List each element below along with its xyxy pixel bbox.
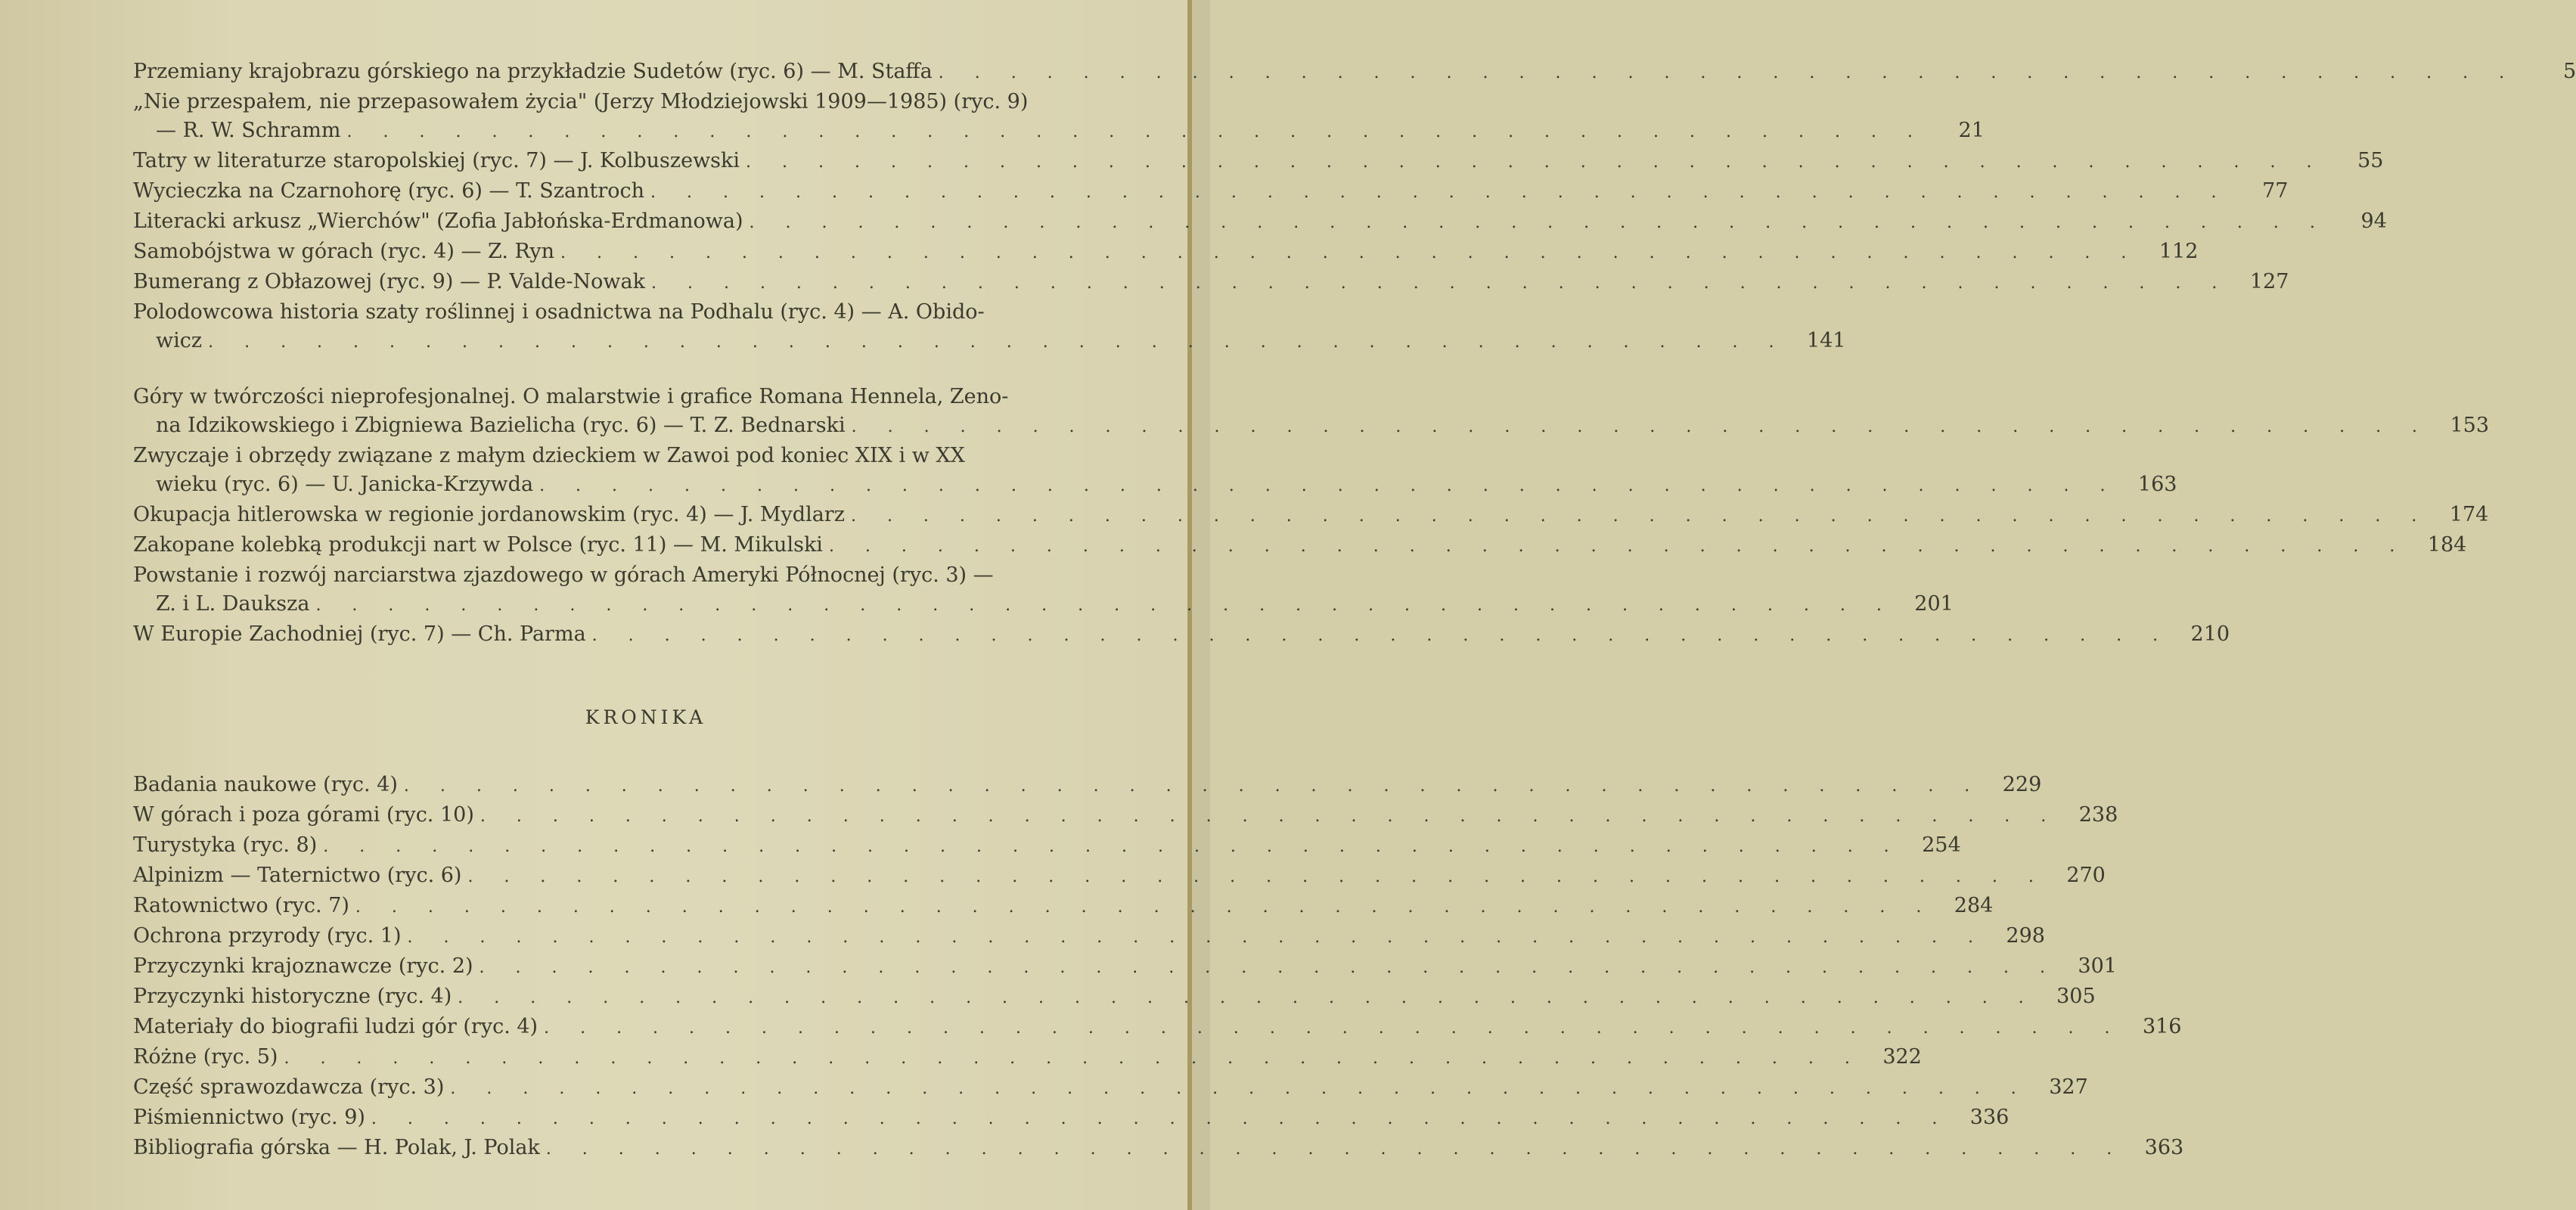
dot-leader: . . . . . . . . . . . . . . . . . . . . . . . . . . . . . . . . . . . . . . . . . . . . <box>591 626 2171 645</box>
toc-entry-line <box>133 268 2289 298</box>
toc-entry-line <box>133 116 1985 147</box>
page-number: 5 <box>2562 60 2576 83</box>
toc-entry <box>133 207 2387 237</box>
toc-entry-title: Zwyczaje i obrzędy związane z małym dzieckiem w Zawoi pod koniec XIX i w XX <box>133 444 965 467</box>
toc-entry <box>133 1073 2088 1103</box>
page-number: 238 <box>2078 803 2118 827</box>
toc-entry <box>133 88 1985 147</box>
toc-entry-title: Bibliografia górska — H. Polak, J. Polak <box>133 1136 540 1159</box>
toc-entry-title: Zakopane kolebką produkcji nart w Polsce (ryc. 11) — M. Mikulski <box>133 533 823 557</box>
toc-entry-title: Polodowcowa historia szaty roślinnej i osadnictwa na Podhalu (ryc. 4) — A. Obido- <box>133 300 985 324</box>
toc-entry-line <box>133 1073 2088 1103</box>
dot-leader: . . . . . . . . . . . . . . . . . . . . . . . . . . . . . . . . . . . . . . . . . . . . <box>851 417 2431 436</box>
toc-entry <box>133 298 1846 357</box>
toc-entry-line <box>133 411 2490 442</box>
page-number: 254 <box>1922 833 1961 857</box>
page-number: 284 <box>1954 894 1994 917</box>
dot-leader: . . . . . . . . . . . . . . . . . . . . . . . . . . . . . . . . . . . . . . . . . . . . <box>450 1079 2029 1098</box>
toc-entry-line <box>133 771 2042 801</box>
toc-entry-title: Z. i L. Dauksza <box>156 592 310 616</box>
page-number: 77 <box>2262 179 2289 203</box>
toc-entry <box>133 922 2045 952</box>
toc-entry <box>133 801 2118 831</box>
toc-entry-title: Literacki arkusz „Wierchów" (Zofia Jabłońska-Erdmanowa) <box>133 209 743 233</box>
toc-entry-line <box>133 561 1113 590</box>
dot-leader: . . . . . . . . . . . . . . . . . . . . . . . . . . . . . . . . . . . . . . . . . . . . <box>208 333 1787 352</box>
toc-entry-title: Tatry w literaturze staropolskiej (ryc. 7) — J. Kolbuszewski <box>133 149 740 172</box>
toc-entry-title: Wycieczka na Czarnohorę (ryc. 6) — T. Szantroch <box>133 179 645 203</box>
toc-entry-line <box>133 207 2387 237</box>
toc-entry <box>133 1013 2182 1043</box>
toc-entry-title: Część sprawozdawcza (ryc. 3) <box>133 1075 445 1099</box>
toc-entry-title: wieku (ryc. 6) — U. Janicka-Krzywda <box>156 473 534 496</box>
toc-entry-title: na Idzikowskiego i Zbigniewa Bazielicha (ryc. 6) — T. Z. Bednarski <box>156 414 846 437</box>
toc-entry-line <box>133 147 2384 177</box>
toc-entry <box>133 892 1994 922</box>
dot-leader: . . . . . . . . . . . . . . . . . . . . . . . . . . . . . . . . . . . . . . . . . . . . <box>650 183 2230 202</box>
toc-entry-line <box>133 57 2576 88</box>
dot-leader: . . . . . . . . . . . . . . . . . . . . . . . . . . . . . . . . . . . . . . . . . . . . <box>560 244 2140 262</box>
toc-entry-title: Turystyka (ryc. 8) <box>133 833 318 857</box>
toc-entry-line <box>133 1043 1922 1073</box>
dot-leader: . . . . . . . . . . . . . . . . . . . . . . . . . . . . . . . . . . . . . . . . . . . . <box>650 274 2230 293</box>
page-number: 363 <box>2144 1136 2184 1159</box>
toc-entry-line <box>133 237 2199 268</box>
dot-leader: . . . . . . . . . . . . . . . . . . . . . . . . . . . . . . . . . . . . . . . . . . . . <box>749 213 2328 232</box>
page-number: 298 <box>2006 924 2045 948</box>
toc-entry <box>133 620 2230 650</box>
dot-leader: . . . . . . . . . . . . . . . . . . . . . . . . . . . . . . . . . . . . . . . . . . . . <box>850 507 2430 526</box>
page-number: 141 <box>1806 329 1846 352</box>
toc-entry-line <box>133 88 1113 116</box>
toc-entry-line <box>133 952 2117 982</box>
toc-entry-title: Ochrona przyrody (ryc. 1) <box>133 924 402 948</box>
toc-entry-title: wicz <box>156 329 203 352</box>
section-title-kronika: KRONIKA <box>585 706 707 728</box>
page-number: 336 <box>1969 1106 2010 1129</box>
page-number: 210 <box>2190 622 2230 646</box>
dot-leader: . . . . . . . . . . . . . . . . . . . . . . . . . . . . . . . . . . . . . . . . . . . . <box>467 867 2047 886</box>
page-number: 327 <box>2049 1075 2088 1099</box>
toc-entry-title: Góry w twórczości nieprofesjonalnej. O malarstwie i grafice Romana Hennela, Zeno- <box>133 385 1009 408</box>
toc-entry-title: Piśmiennictwo (ryc. 9) <box>133 1106 365 1129</box>
toc-entry <box>133 268 2289 298</box>
toc-entry-line <box>133 470 2177 501</box>
toc-entry-title: W górach i poza górami (ryc. 10) <box>133 803 474 827</box>
page-number: 174 <box>2449 503 2489 526</box>
toc-entry-title: Okupacja hitlerowska w regionie jordanowskim (ryc. 4) — J. Mydlarz <box>133 503 845 526</box>
toc-entry-title: Materiały do biografii ludzi gór (ryc. 4) <box>133 1015 538 1038</box>
toc-entry-line <box>133 892 1994 922</box>
toc-entry-line <box>133 531 2467 561</box>
page-number: 322 <box>1882 1045 1922 1069</box>
page-number: 184 <box>2427 533 2467 557</box>
dot-leader: . . . . . . . . . . . . . . . . . . . . . . . . . . . . . . . . . . . . . . . . . . . . <box>539 476 2118 495</box>
toc-entry <box>133 147 2384 177</box>
dot-leader: . . . . . . . . . . . . . . . . . . . . . . . . . . . . . . . . . . . . . . . . . . . . <box>407 928 1986 947</box>
articles-list <box>133 57 2576 357</box>
dot-leader: . . . . . . . . . . . . . . . . . . . . . . . . . . . . . . . . . . . . . . . . . . . . <box>479 958 2058 977</box>
toc-entry-title: Bumerang z Obłazowej (ryc. 9) — P. Valde-Nowak <box>133 270 645 293</box>
dot-leader: . . . . . . . . . . . . . . . . . . . . . . . . . . . . . . . . . . . . . . . . . . . . <box>458 988 2037 1007</box>
toc-entry <box>133 1134 2184 1164</box>
toc-entry <box>133 771 2042 801</box>
toc-entry <box>133 383 2490 442</box>
toc-entry-line <box>133 982 2096 1013</box>
toc-entry <box>133 177 2289 207</box>
toc-entry-title: W Europie Zachodniej (ryc. 7) — Ch. Parma <box>133 622 586 646</box>
dot-leader: . . . . . . . . . . . . . . . . . . . . . . . . . . . . . . . . . . . . . . . . . . . . <box>938 64 2518 82</box>
dot-leader: . . . . . . . . . . . . . . . . . . . . . . . . . . . . . . . . . . . . . . . . . . . . <box>355 898 1935 917</box>
toc-entry-title: „Nie przespałem, nie przepasowałem życia" (Jerzy Młodziejowski 1909—1985) (ryc. 9) <box>133 90 1029 113</box>
page-number: 305 <box>2056 985 2096 1008</box>
section-gap <box>133 357 1113 383</box>
toc-entry-line <box>133 922 2045 952</box>
dot-leader: . . . . . . . . . . . . . . . . . . . . . . . . . . . . . . . . . . . . . . . . . . . . <box>746 153 2325 172</box>
toc-entry-line <box>133 1134 2184 1164</box>
dot-leader: . . . . . . . . . . . . . . . . . . . . . . . . . . . . . . . . . . . . . . . . . . . . <box>480 807 2059 826</box>
toc-entry-line <box>133 590 1954 620</box>
toc-entry <box>133 501 2489 531</box>
table-of-contents <box>133 57 2576 1164</box>
toc-entry <box>133 237 2199 268</box>
toc-entry <box>133 442 2177 501</box>
page-number: 301 <box>2078 954 2117 978</box>
articles-list-2 <box>133 383 2490 650</box>
toc-entry-line <box>133 861 2106 892</box>
toc-entry <box>133 1103 2010 1134</box>
toc-entry <box>133 831 1961 861</box>
toc-entry-line <box>133 442 1113 470</box>
toc-entry <box>133 531 2467 561</box>
page-number: 270 <box>2066 864 2106 887</box>
toc-entry-line <box>133 177 2289 207</box>
toc-entry-title: Alpinizm — Taternictwo (ryc. 6) <box>133 864 462 887</box>
toc-entry-title: Samobójstwa w górach (ryc. 4) — Z. Ryn <box>133 240 554 263</box>
dot-leader: . . . . . . . . . . . . . . . . . . . . . . . . . . . . . . . . . . . . . . . . . . . . <box>828 537 2408 556</box>
page-number: 21 <box>1958 119 1985 142</box>
toc-entry-line <box>133 801 2118 831</box>
page-number: 316 <box>2142 1015 2182 1038</box>
toc-entry-title: Ratownictwo (ryc. 7) <box>133 894 349 917</box>
toc-entry-title: Różne (ryc. 5) <box>133 1045 278 1069</box>
dot-leader: . . . . . . . . . . . . . . . . . . . . . . . . . . . . . . . . . . . . . . . . . . . . <box>284 1049 1863 1068</box>
toc-entry-title: Przyczynki historyczne (ryc. 4) <box>133 985 452 1008</box>
toc-entry-line <box>133 620 2230 650</box>
toc-entry-line <box>133 327 1846 357</box>
page-number: 201 <box>1914 592 1954 616</box>
toc-entry <box>133 982 2096 1013</box>
page-number: 55 <box>2357 149 2384 172</box>
toc-entry-line <box>133 298 1113 327</box>
dot-leader: . . . . . . . . . . . . . . . . . . . . . . . . . . . . . . . . . . . . . . . . . . . . <box>371 1109 1951 1128</box>
page-number: 94 <box>2360 209 2387 233</box>
toc-entry-title: Powstanie i rozwój narciarstwa zjazdowego w górach Ameryki Północnej (ryc. 3) — <box>133 563 994 587</box>
page-number: 127 <box>2249 270 2289 293</box>
toc-entry-line <box>133 1013 2182 1043</box>
dot-leader: . . . . . . . . . . . . . . . . . . . . . . . . . . . . . . . . . . . . . . . . . . . . <box>315 596 1895 615</box>
toc-entry <box>133 57 2576 88</box>
dot-leader: . . . . . . . . . . . . . . . . . . . . . . . . . . . . . . . . . . . . . . . . . . . . <box>545 1140 2125 1159</box>
dot-leader: . . . . . . . . . . . . . . . . . . . . . . . . . . . . . . . . . . . . . . . . . . . . <box>323 837 1902 856</box>
toc-entry-line <box>133 501 2489 531</box>
kronika-list <box>133 771 2184 1164</box>
toc-entry <box>133 861 2106 892</box>
toc-entry-line <box>133 831 1961 861</box>
toc-entry-title: Przyczynki krajoznawcze (ryc. 2) <box>133 954 473 978</box>
toc-entry-title: Badania naukowe (ryc. 4) <box>133 773 398 796</box>
toc-entry <box>133 561 1954 620</box>
page-number: 153 <box>2450 414 2490 437</box>
page-number: 163 <box>2137 473 2177 496</box>
dot-leader: . . . . . . . . . . . . . . . . . . . . . . . . . . . . . . . . . . . . . . . . . . . . <box>403 777 1983 796</box>
page-number: 112 <box>2159 240 2199 263</box>
toc-entry-line <box>133 383 1113 411</box>
dot-leader: . . . . . . . . . . . . . . . . . . . . . . . . . . . . . . . . . . . . . . . . . . . . <box>544 1019 2123 1038</box>
toc-entry-title: Przemiany krajobrazu górskiego na przykładzie Sudetów (ryc. 6) — M. Staffa <box>133 60 933 83</box>
toc-entry <box>133 952 2117 982</box>
toc-entry-title: — R. W. Schramm <box>156 119 341 142</box>
dot-leader: . . . . . . . . . . . . . . . . . . . . . . . . . . . . . . . . . . . . . . . . . . . . <box>346 123 1926 141</box>
page-number: 229 <box>2002 773 2042 796</box>
toc-entry-line <box>133 1103 2010 1134</box>
toc-entry <box>133 1043 1922 1073</box>
